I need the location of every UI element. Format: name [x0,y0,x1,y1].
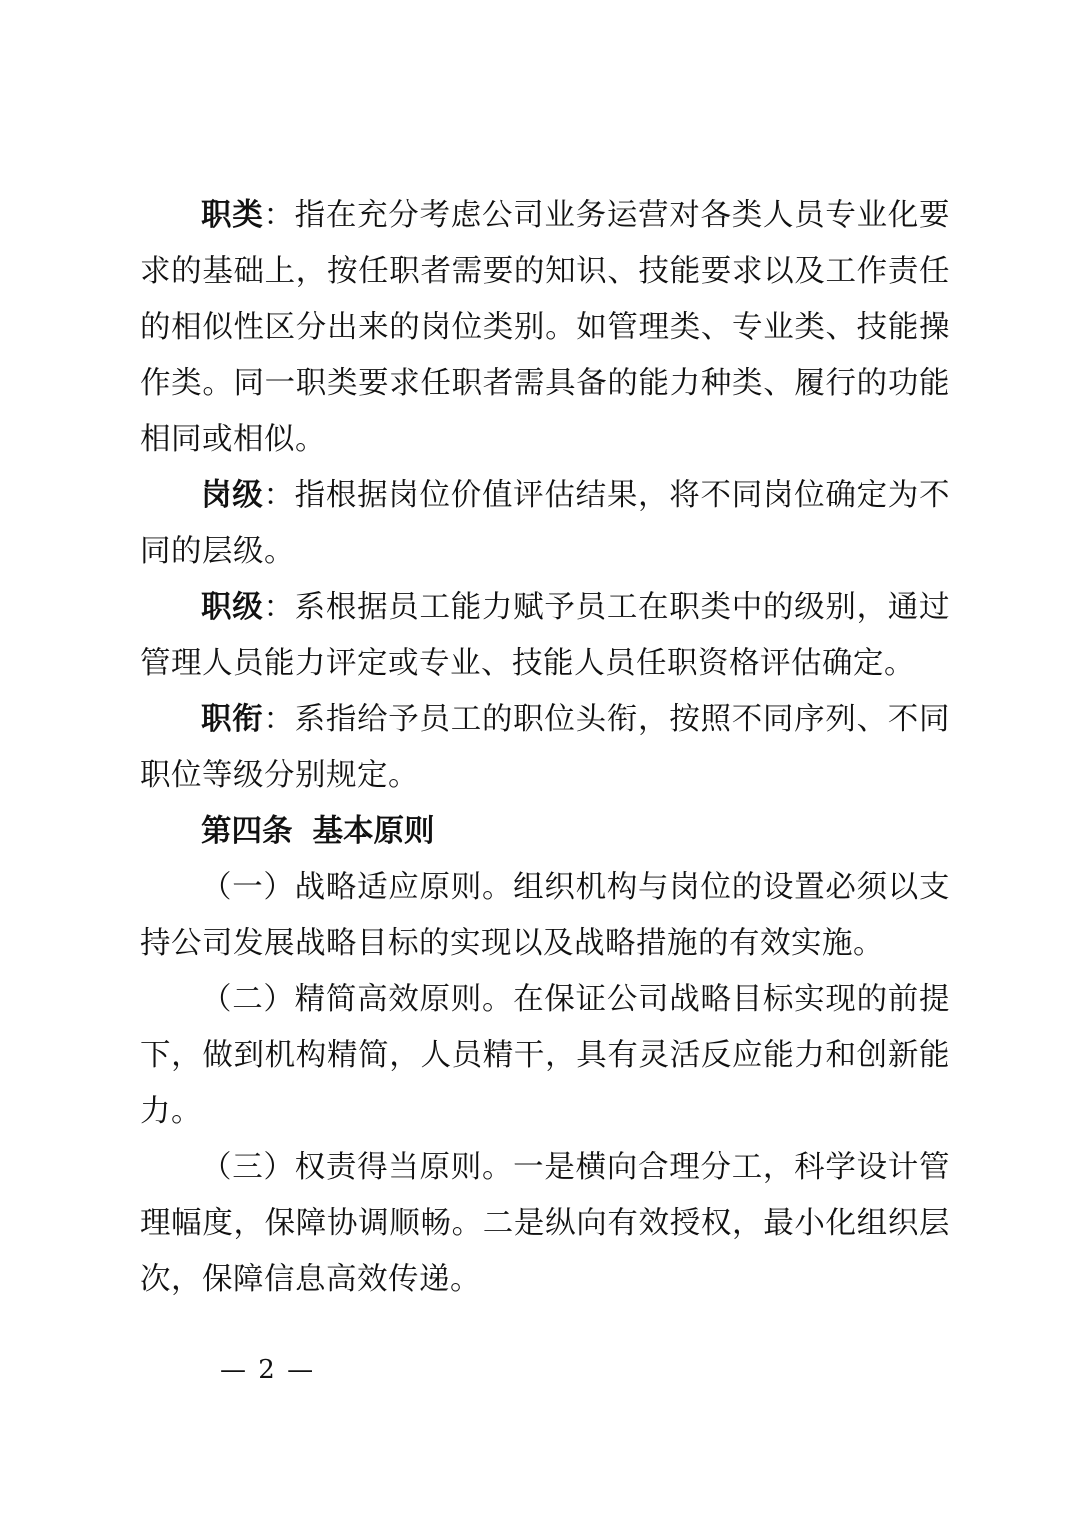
definition-text: ：指在充分考虑公司业务运营对各类人员专业化要求的基础上，按任职者需要的知识、技能要求以及工作责任的相似性区分出来的岗位类别。如管理类、专业类、技能操作类。同一职类要求任职者需具备的能力种类、履行的功能相同或相似。 [140,198,951,457]
article-number: 第四条 [201,814,293,849]
definition-paragraph [140,580,950,692]
page-number: — 2 — [220,1355,316,1385]
principle-paragraph: （二）精简高效原则。在保证公司战略目标实现的前提下，做到机构精简，人员精干，具有灵活反应能力和创新能力。 [140,982,950,1129]
document-body [140,188,950,1308]
principle-paragraph: （一）战略适应原则。组织机构与岗位的设置必须以支持公司发展战略目标的实现以及战略措施的有效实施。 [140,870,950,961]
definition-term: 职衔 [201,702,264,737]
definition-text: ：系指给予员工的职位头衔，按照不同序列、不同职位等级分别规定。 [140,702,951,793]
article-title: 基本原则 [312,814,435,849]
principle-paragraph: （三）权责得当原则。一是横向合理分工，科学设计管理幅度，保障协调顺畅。二是纵向有效授权，最小化组织层次，保障信息高效传递。 [140,1150,950,1297]
definition-term: 职级 [201,590,264,625]
definition-term: 职类 [201,198,264,233]
definition-paragraph [140,468,950,580]
definition-paragraph [140,188,950,468]
definition-term: 岗级 [201,478,264,513]
definition-text: ：系根据员工能力赋予员工在职类中的级别，通过管理人员能力评定或专业、技能人员任职资格评估确定。 [140,590,951,681]
definition-text: ：指根据岗位价值评估结果，将不同岗位确定为不同的层级。 [140,478,951,569]
article-heading [140,804,950,860]
definition-paragraph [140,692,950,804]
